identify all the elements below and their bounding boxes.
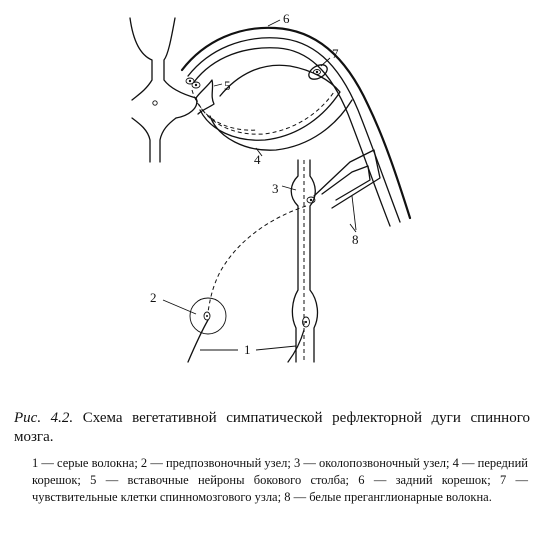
label-7: 7 xyxy=(332,46,339,61)
figure-caption xyxy=(14,409,530,447)
label-6: 6 xyxy=(283,11,290,26)
caption-lead: Рис. 4.2. xyxy=(14,410,74,426)
label-5: 5 xyxy=(224,78,231,93)
label-3: 3 xyxy=(272,181,279,196)
sympathetic-trunk xyxy=(291,160,317,362)
prevertebral-ganglion xyxy=(190,298,226,334)
preganglionic-fiber-dashed xyxy=(208,206,306,312)
spinal-cord-section xyxy=(130,18,197,162)
figure-legend: 1 — серые волокна; 2 — предпозвоночный узел; 3 — околопозвоночный узел; 4 — передний корешок; 5 — вставочные нейроны бокового столба; 6 — задний корешок; 7 — чувствительные клетки спинномозгового узла; 8 — белые преганглионарные волокна. xyxy=(32,456,528,504)
caption-text: Схема вегетативной симпатической рефлекторной дуги спинного мозга. xyxy=(14,410,530,445)
label-4: 4 xyxy=(254,152,261,167)
label-1: 1 xyxy=(244,342,251,357)
white-rami xyxy=(314,150,380,230)
label-8: 8 xyxy=(352,232,359,247)
label-2: 2 xyxy=(150,290,157,305)
